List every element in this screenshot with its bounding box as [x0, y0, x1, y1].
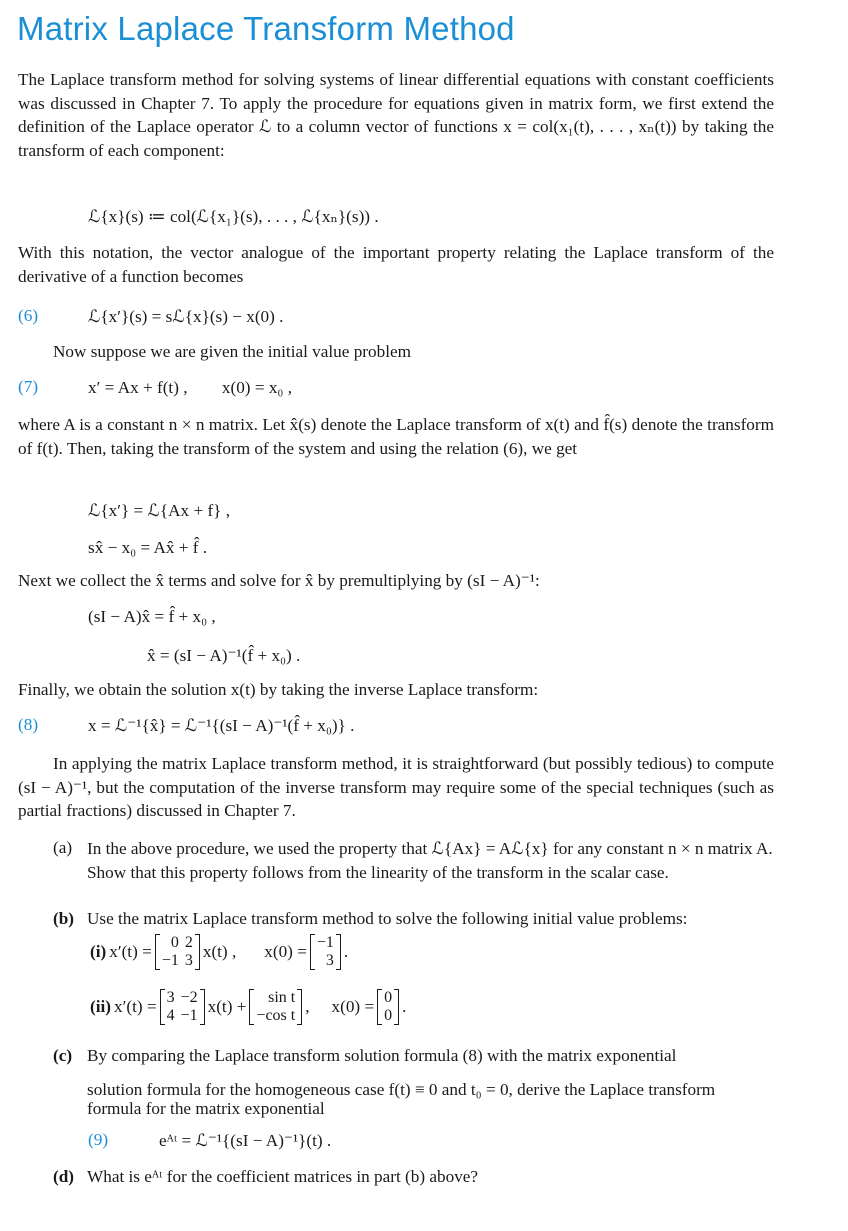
paragraph-6: Finally, we obtain the solution x(t) by taking the inverse Laplace transform:: [18, 680, 539, 699]
paragraph-5: Next we collect the x̂ terms and solve for x̂ by premultiplying by (sI − A)⁻¹:: [18, 571, 540, 590]
bi-matrix-entry: −1: [161, 952, 179, 969]
intro-paragraph: The Laplace transform method for solving systems of linear differential equations with constant coefficients was discussed in Chapter 7. To apply the procedure for equations given in matrix form, we first extend the definition of the Laplace operator ℒ to a column vector of functions x = col(x₁(t), . . . , xₙ(t)) by taking the transform of each component:: [18, 70, 774, 160]
part-b-ii-comma: ,: [305, 997, 310, 1016]
transform-equation-2: sx̂ − x₀ = Ax̂ + f̂ .: [88, 538, 208, 557]
bi-matrix-entry: 2: [184, 934, 193, 951]
equation-6: ℒ{x′}(s) = sℒ{x}(s) − x(0) .: [88, 307, 284, 326]
bii-forcing-entry: sin t: [268, 989, 296, 1006]
equation-9: eᴬᵗ = ℒ⁻¹{(sI − A)⁻¹}(t) .: [159, 1131, 332, 1150]
part-b-ii-lhs: x′(t) =: [114, 997, 157, 1016]
part-d-label: (d): [53, 1167, 75, 1186]
part-c-text-1: By comparing the Laplace transform solution formula (8) with the matrix exponential: [87, 1046, 677, 1065]
part-b-i-end: .: [343, 942, 349, 961]
part-b-ii-label: (ii): [90, 997, 111, 1016]
part-b-label: (b): [53, 909, 75, 928]
bi-vector-entry: −1: [316, 934, 334, 951]
equation-8-number: (8): [18, 715, 39, 734]
part-b-ii-initial-vector: [377, 989, 399, 1025]
bii-matrix-entry: −2: [180, 989, 198, 1006]
part-b-ii-equation: [90, 989, 409, 1025]
part-b-i-middle: x(t) ,: [202, 942, 237, 961]
part-b-i-initial-lhs: x(0) =: [264, 942, 307, 961]
equation-7: x′ = Ax + f(t) , x(0) = x₀ ,: [88, 378, 293, 397]
part-b-ii-forcing-vector: [249, 989, 302, 1025]
part-b-ii-initial-lhs: x(0) =: [331, 997, 375, 1016]
definition-equation: ℒ{x}(s) ≔ col(ℒ{x₁}(s), . . . , ℒ{xₙ}(s)) .: [88, 207, 379, 226]
solve-equation-1: (sI − A)x̂ = f̂ + x₀ ,: [88, 607, 216, 626]
part-b-ii-middle: x(t) +: [207, 997, 247, 1016]
equation-6-number: (6): [18, 306, 39, 325]
paragraph-2: With this notation, the vector analogue of the important property relating the Laplace transform of the derivative of a function becomes: [18, 243, 774, 286]
equation-8: x = ℒ⁻¹{x̂} = ℒ⁻¹{(sI − A)⁻¹(f̂ + x₀)} .: [88, 716, 355, 735]
part-b-ii-end: .: [402, 997, 407, 1016]
part-d-text: What is eᴬᵗ for the coefficient matrices in part (b) above?: [87, 1167, 479, 1186]
bi-vector-entry: 3: [325, 952, 334, 969]
section-title: Matrix Laplace Transform Method: [17, 10, 515, 47]
part-b-i-initial-vector: [310, 934, 341, 970]
solve-equation-2: x̂ = (sI − A)⁻¹(f̂ + x₀) .: [147, 646, 301, 665]
bii-matrix-entry: 4: [166, 1007, 175, 1024]
part-b-i-coefficient-matrix: [155, 934, 200, 970]
part-a-text: In the above procedure, we used the property that ℒ{Ax} = Aℒ{x} for any constant n × n matrix A. Show that this property follows from the linearity of the transform in the scalar case.: [87, 839, 773, 882]
bii-forcing-entry: −cos t: [256, 1007, 296, 1024]
part-b-ii-coefficient-matrix: [160, 989, 205, 1025]
bii-vector-entry: 0: [384, 1007, 393, 1024]
part-b-i-lhs: x′(t) =: [109, 942, 152, 961]
part-a-label: (a): [53, 838, 73, 857]
bii-matrix-entry: 3: [166, 989, 175, 1006]
bi-matrix-entry: 0: [170, 934, 179, 951]
bii-matrix-entry: −1: [180, 1007, 198, 1024]
transform-equation-1: ℒ{x′} = ℒ{Ax + f} ,: [88, 501, 231, 520]
part-b-i-equation: [90, 934, 351, 970]
part-b-text: Use the matrix Laplace transform method to solve the following initial value problems:: [87, 909, 688, 928]
equation-9-number: (9): [88, 1130, 109, 1149]
equation-7-number: (7): [18, 377, 39, 396]
paragraph-4: where A is a constant n × n matrix. Let x̂(s) denote the Laplace transform of x(t) and f̂(s) denote the transform of f(t). Then, taking the transform of the system and using the relation (6), we get: [18, 415, 774, 458]
part-c-label: (c): [53, 1046, 73, 1065]
part-c-text-2: solution formula for the homogeneous case f(t) ≡ 0 and t₀ = 0, derive the Laplace transform formula for the matrix exponential: [87, 1080, 716, 1118]
bi-matrix-entry: 3: [184, 952, 193, 969]
part-b-i-label: (i): [90, 942, 107, 961]
bii-vector-entry: 0: [384, 989, 393, 1006]
paragraph-7: In applying the matrix Laplace transform method, it is straightforward (but possibly tedious) to compute (sI − A)⁻¹, but the computation of the inverse transform may require some of the special techniques (such as partial fractions) discussed in Chapter 7.: [18, 754, 774, 821]
paragraph-3: Now suppose we are given the initial value problem: [53, 342, 411, 361]
